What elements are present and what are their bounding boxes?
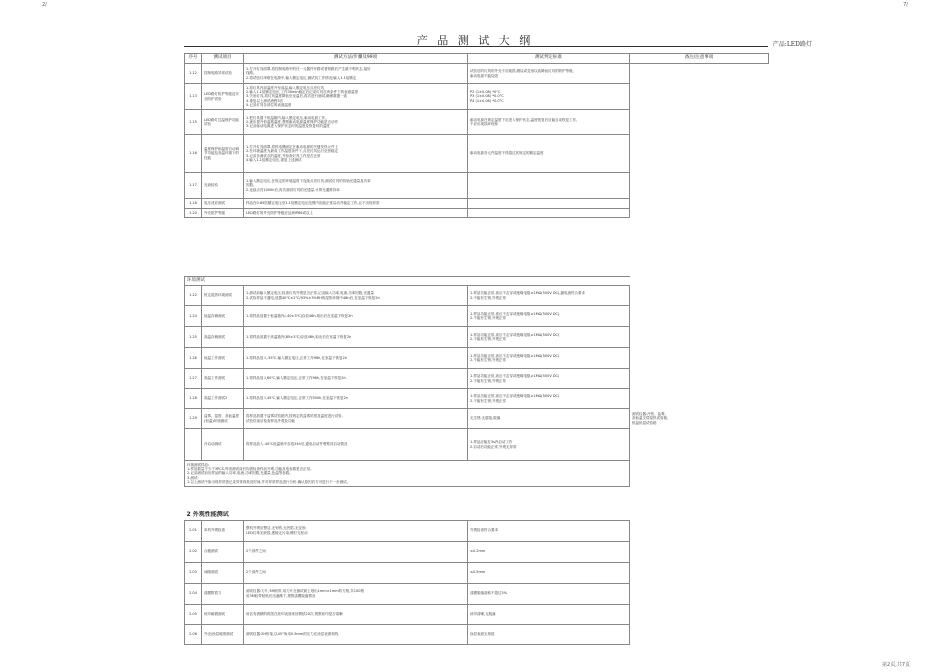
- table-row: [185, 199, 769, 209]
- test-item: 冷启动测试: [202, 429, 244, 461]
- test-item: 恒定湿热环境测试: [202, 286, 244, 306]
- test-remark: [630, 64, 769, 84]
- test-item: 控制电路异常试验: [202, 64, 244, 84]
- table-row: [185, 173, 769, 199]
- row-number: 1.12: [185, 64, 202, 84]
- test-remark: [630, 199, 769, 209]
- test-method: [244, 286, 468, 306]
- test-method-line: 5.记录灯具各部位的表面温度: [246, 102, 292, 107]
- test-standard: [468, 348, 630, 369]
- page-number-right: 7/: [903, 2, 908, 8]
- test-item: 单机外观检查: [202, 520, 244, 541]
- row-number: 2.03: [185, 562, 202, 583]
- table-row: [185, 604, 769, 624]
- row-number: 1.24: [185, 306, 202, 327]
- column-header: 测试项目: [202, 54, 244, 64]
- row-number: 2.04: [185, 583, 202, 604]
- test-standard: [468, 286, 630, 306]
- test-method-line: 1.输入额定电压,在规定的环境温度下连续点亮灯具,测试灯具的初始光通量及功率: [246, 179, 371, 184]
- test-method-line: 因数。: [246, 183, 257, 188]
- row-number: 2.02: [185, 541, 202, 562]
- test-standard: [468, 199, 630, 209]
- test-remark: [630, 409, 769, 429]
- environment-notes-line: 3.测试:: [187, 475, 199, 480]
- page-number-left: 2/: [42, 2, 47, 8]
- test-standard-line: 2.不能有生锈,外观正常: [470, 358, 506, 362]
- test-remark: [630, 583, 769, 604]
- test-method-line: 测试仪器:刀片,3M胶带,用刀片在测试面上划出1mm×1mm的方格,共100格: [246, 589, 364, 594]
- test-standard-line: P4 (1±0.08) *0.0°C: [470, 98, 504, 103]
- table-row: [185, 306, 769, 327]
- test-method: [244, 520, 468, 541]
- test-method-line: 2.试验样品不通电,放置40℃±2℃/93%±3%RH的湿热环境中48h后,在室温下恢复2h: [246, 295, 380, 300]
- test-standard-line: 1.样品功能正常,高压不击穿或绝缘电阻≥1MΩ(500V DC): [470, 374, 560, 379]
- test-method-line: 2.输入1.1倍额定电压,工作30min稳定后记录灯具在该条件下的表面温度: [246, 90, 359, 95]
- test-item: 低温工作测试: [202, 348, 244, 369]
- row-number: 1.22: [185, 286, 202, 306]
- page-footer: 第2页,共7页: [882, 662, 910, 668]
- test-item: 高温工作测试2: [202, 389, 244, 409]
- column-header: 测试判定标准: [468, 54, 630, 64]
- test-item: 低温存储测试: [202, 306, 244, 327]
- test-method: [244, 84, 468, 110]
- test-remark: [630, 369, 769, 389]
- table-row: [185, 286, 769, 306]
- test-method: [244, 604, 468, 624]
- table-row: [185, 348, 769, 369]
- test-method-line: 1.打开灯具面罩,将控制电路中的任一元器件开路或者短路后产生最不利状态,接好: [246, 67, 371, 72]
- test-method: [244, 562, 468, 583]
- test-method: [244, 199, 468, 209]
- row-number: [185, 429, 202, 461]
- test-method-line: 2.连续点亮1000h后,再次测试灯具的光通量,计算光通维持率: [246, 187, 340, 192]
- environment-notes-row: [185, 461, 769, 487]
- row-number: 1.27: [185, 369, 202, 389]
- test-standard: [468, 135, 630, 173]
- test-standard-line: 1.样品功能正常,高压不击穿或绝缘电阻≥1MΩ(500V DC): [470, 311, 560, 316]
- test-item: 高温存储测试: [202, 327, 244, 348]
- notes-spacer: [630, 461, 769, 487]
- test-method-line: 1.将样品放置于高温箱内(85±3℃)存放48h,取出后在室温下恢复2h: [246, 334, 352, 339]
- test-standard: [468, 624, 630, 644]
- row-number: 1.26: [185, 348, 202, 369]
- table-row: [185, 209, 769, 218]
- test-standard-line: 1.样品功能正常,高压不击穿或绝缘电阻≥1MΩ(500V DC): [470, 394, 560, 399]
- test-method-line: 1.将样品放置于低温箱内(-40±3℃)存放48h,取出后在室温下恢复2h: [246, 313, 353, 318]
- table-row: [185, 583, 769, 604]
- test-item: 间隙测试: [202, 562, 244, 583]
- row-number: 1.18: [185, 199, 202, 209]
- test-standard: [468, 583, 630, 604]
- table-row: [185, 541, 769, 562]
- test-remark: [630, 209, 769, 218]
- test-method-line: 将样品放入-40℃低温箱中存放24h后,通电启动并观察其启动情况: [246, 442, 348, 447]
- test-method-line: 1.将样品放入45℃,输入额定电压,正常工作500h,在室温下恢复2h: [246, 396, 348, 401]
- row-number: 1.20: [185, 209, 202, 218]
- test-remark-line: 高低温交替湿热试验箱,: [632, 416, 669, 421]
- table-header-row: [185, 54, 769, 64]
- test-remark-line: 测试仪器:冷热、盐雾、: [632, 412, 669, 417]
- table-row: [185, 135, 769, 173]
- row-number: 1.13: [185, 84, 202, 110]
- test-standard: [468, 409, 630, 429]
- column-header: 序号: [185, 54, 202, 64]
- row-number: 1.25: [185, 327, 202, 348]
- test-remark: [630, 135, 769, 173]
- test-remark: [630, 429, 769, 461]
- environment-notes-line: 1.样品数量不少于3PCS,每项测试前后均需检查样品外观,功能及电参数是否正常。: [187, 467, 314, 472]
- section-label-appearance: 2 外观性能测试: [186, 511, 229, 519]
- test-item: 丝印耐磨测试: [202, 604, 244, 624]
- test-remark: [630, 306, 769, 327]
- test-standard: [468, 604, 630, 624]
- test-remark: [630, 84, 769, 110]
- test-remark: [630, 327, 769, 348]
- row-number: 2.01: [185, 520, 202, 541]
- test-standard-line: ≤0.2mm: [470, 549, 486, 554]
- test-method-line: LED灯珠无缺损,透镜无污染,螺钉无松动: [246, 530, 308, 535]
- test-method-line: 2.逐步提升恒温箱温度,观察驱动电源温度保护功能是否动作: [246, 119, 338, 124]
- test-standard: [468, 389, 630, 409]
- test-standard-line: 1.样品功能正常,高压不击穿或绝缘电阻≥1MΩ(500V DC),漏电流符合要求: [470, 291, 585, 296]
- test-method-line: 试验结束后检查样品外观及功能: [246, 418, 295, 423]
- test-method-line: 用3M胶带粘贴后迅速撕下,观察漆膜脱落情况: [246, 593, 316, 598]
- test-standard-line: P3 (1±0.08) *0.0°C: [470, 94, 504, 99]
- test-standard-line: 漆膜脱落面积不超过5%: [470, 591, 508, 596]
- table-row: [185, 110, 769, 135]
- test-method-line: 测试仪器:2H铅笔,以45°角用0.5mm的压力在涂层表面划线: [246, 631, 339, 636]
- test-remark: [630, 520, 769, 541]
- test-method: [244, 110, 468, 135]
- table-row: [185, 84, 769, 110]
- test-standard: [468, 520, 630, 541]
- test-remark: [630, 348, 769, 369]
- test-standard: [468, 84, 630, 110]
- test-standard: [468, 306, 630, 327]
- test-standard-line: 无生锈,无腐蚀,脱落: [470, 416, 501, 421]
- test-method: [244, 429, 468, 461]
- environment-notes-line: 2.记录测试前后样品的输入功率,电流,功率因数,光通量,色温等参数。: [187, 471, 293, 476]
- table-row: [185, 429, 769, 461]
- test-method: [244, 135, 468, 173]
- section-spacer: [630, 277, 769, 286]
- test-standard: [468, 429, 630, 461]
- test-method-line: LED路灯的外壳防护等级应达到IP66或以上: [246, 210, 313, 215]
- test-method-line: 将样品放置于盐雾试验箱内,按规定的盐雾浓度及温度进行试验,: [246, 414, 343, 419]
- test-standard-line: 2.不能有生锈,外观正常: [470, 378, 506, 383]
- title-rule: [184, 46, 768, 47]
- test-standard-line: 试验后的灯具的外壳不应破损,燃烧或变形以致降低灯具的防护等级,: [470, 69, 574, 74]
- test-standard-line: 外观检查符合要求: [470, 528, 498, 533]
- test-item: 盐雾、湿度、高低温度(恒温)环境测试: [202, 409, 244, 429]
- test-item: 电压适应测试: [202, 199, 244, 209]
- test-remark: [630, 604, 769, 624]
- row-number: 1.15: [185, 110, 202, 135]
- table-row: [185, 369, 769, 389]
- test-remark: [630, 389, 769, 409]
- test-item: LED路灯防护等级及安全防护试验: [202, 84, 244, 110]
- test-standard-line: P2 (1±0.08) *0°C: [470, 90, 501, 95]
- test-standard: [468, 369, 630, 389]
- test-method-line: 整机外观应整洁,无划伤,无凹陷,无变形;: [246, 526, 307, 531]
- test-method-line: 1.将样品放入60℃,输入额定电压,正常工作96h,在室温下恢复2h: [246, 376, 346, 381]
- test-method-line: 2.将试验灯串联在电源中,输入额定电压,测试其工作情况;输入1.1倍额定: [246, 75, 357, 80]
- test-method-line: 线路。: [246, 71, 257, 76]
- test-standard-line: 驱动电源各元件温度不得超过其规定的额定温度: [470, 151, 544, 156]
- test-method-line: 1.打开灯具面罩,将热电偶固定在驱动电源的关键发热元件上: [246, 144, 338, 149]
- test-method-line: 1.将样品放入-35℃,输入额定电压,正常工作96h,在室温下恢复2h: [246, 355, 347, 360]
- environment-notes-line: 1.以上测试中如出现异常需记录异常现象及时间,并对异常样品进行分析,确认原因后方可进行下一步测试。: [187, 479, 351, 484]
- row-number: 2.05: [185, 604, 202, 624]
- test-method: [244, 409, 468, 429]
- test-item: 高温工作测试: [202, 369, 244, 389]
- test-item: 外壳/涂层硬度测试: [202, 624, 244, 644]
- environment-test-table: [184, 276, 769, 487]
- table-row: [185, 624, 769, 644]
- test-method: [244, 624, 468, 644]
- section-row: [185, 511, 769, 520]
- test-item: 合缝测试: [202, 541, 244, 562]
- test-method-line: 用沾有酒精的棉签在丝印表面来回擦拭20次,观察丝印是否清晰: [246, 611, 343, 616]
- test-method-line: 1.测试前输入额定电压,检查灯具外观是否正常,记录输入功率,电流,功率因数,光通量: [246, 291, 374, 296]
- test-method-line: 2个部件之间: [246, 570, 266, 575]
- environment-notes-line: 环境测试样品:: [187, 462, 210, 467]
- test-standard: [468, 209, 630, 218]
- appearance-test-table: [184, 511, 769, 645]
- test-standard-line: 2.不能有生锈,外观正常: [470, 337, 506, 341]
- product-label: 产品:LED路灯: [772, 41, 812, 48]
- test-standard: [468, 110, 630, 135]
- test-standard-line: 1.样品功能正常,高压不击穿或绝缘电阻≥1MΩ(500V DC): [470, 353, 560, 358]
- table-row: [185, 327, 769, 348]
- test-method: [244, 348, 468, 369]
- test-standard: [468, 173, 630, 199]
- environment-notes: [185, 461, 630, 487]
- row-number: 1.16: [185, 135, 202, 173]
- test-item: 光衰检验: [202, 173, 244, 199]
- test-standard-line: 2.不能有生锈,外观正常: [470, 316, 506, 320]
- test-method-line: 样品在0.85倍额定电压至1.1倍额定电压范围内应能正常启动并稳定工作,且不出现异常: [246, 201, 380, 206]
- test-item: 漆膜附着力: [202, 583, 244, 604]
- test-standard: [468, 64, 630, 84]
- row-number: 2.06: [185, 624, 202, 644]
- row-number: 1.17: [185, 173, 202, 199]
- test-standard-line: 涂层表面无划痕: [470, 631, 495, 636]
- test-item: LED路灯过温保护功能试验: [202, 110, 244, 135]
- test-method-line: 1.把灯具置于恒温箱内,输入额定电压,驱动电源工作。: [246, 115, 329, 120]
- test-remark: [630, 562, 769, 583]
- test-standard-line: 2.不能有生锈,外观正常: [470, 398, 506, 403]
- test-remark: [630, 541, 769, 562]
- table-row: [185, 64, 769, 84]
- test-method: [244, 209, 468, 218]
- table-row: [185, 409, 769, 429]
- column-header: 测试方法/步骤及99项: [244, 54, 468, 64]
- test-standard-line: 1.样品功能正常,高压不击穿或绝缘电阻≥1MΩ(500V DC): [470, 332, 560, 337]
- test-standard-line: 驱动电源在规定温度下应进入保护状态,温度恢复后应能自动恢复工作,: [470, 117, 578, 122]
- test-method-line: 4.重复以上测试流程3次: [246, 98, 284, 103]
- test-method: [244, 306, 468, 327]
- table-row: [185, 389, 769, 409]
- section-label-environment: 环境测试: [185, 277, 630, 286]
- test-method: [244, 327, 468, 348]
- row-number: 1.28: [185, 389, 202, 409]
- test-standard-line: 1.样品应能在3s内启动工作: [470, 440, 513, 445]
- document-title: 产 品 测 试 大 纲: [416, 34, 534, 47]
- column-header: 备注/注意事项: [630, 54, 769, 64]
- test-method: [244, 389, 468, 409]
- test-method: [244, 369, 468, 389]
- test-method: [244, 64, 468, 84]
- table-row: [185, 562, 769, 583]
- test-method-line: 3.关闭灯具,将灯具温度降低至室温后,再次进行测试,确保数据一致: [246, 94, 348, 99]
- test-item: 外壳防护等级: [202, 209, 244, 218]
- test-method-line: 3.记录各测试点的温度,并检查灯具工作是否正常: [246, 153, 321, 158]
- test-standard-line: 不应出现损坏现象: [470, 122, 498, 126]
- table-row: [185, 520, 769, 541]
- test-method: [244, 173, 468, 199]
- section-row: [185, 277, 769, 286]
- test-remark-line: 恒温恒湿试验箱: [632, 420, 657, 425]
- test-method-line: 2.在环境温度为最高工作温度条件下,点亮灯具运行至热稳定: [246, 149, 338, 154]
- test-standard-line: 2.启动后功能正常,外观无异常: [470, 444, 517, 449]
- test-standard: [468, 541, 630, 562]
- test-standard-line: 2.不能有生锈,外观正常: [470, 295, 506, 300]
- test-remark: [630, 286, 769, 306]
- test-remark: [630, 624, 769, 644]
- test-standard: [468, 562, 630, 583]
- test-method: [244, 583, 468, 604]
- test-standard-line: 丝印清晰,无脱落: [470, 611, 496, 616]
- test-method-line: 4.输入1.1倍额定电压,重复上述测试: [246, 157, 302, 162]
- test-method: [244, 541, 468, 562]
- row-number: 1.29: [185, 409, 202, 429]
- test-method-line: 3.记录驱动电源进入保护状态时的温度及恢复时的温度: [246, 124, 330, 129]
- test-method-line: 2个部件之间: [246, 549, 266, 554]
- section-spacer: [630, 511, 769, 520]
- test-standard-line: ≤0.5mm: [470, 570, 486, 575]
- test-standard: [468, 327, 630, 348]
- test-outline-table: [184, 53, 769, 218]
- test-remark: [630, 110, 769, 135]
- test-standard-line: 驱动电源不能烧毁: [470, 73, 498, 78]
- test-item: 温度保护和温度自动调节功能及高温环境下的性能: [202, 135, 244, 173]
- test-remark: [630, 173, 769, 199]
- test-method-line: 1.将灯具内部温度升至高温,输入额定电压点亮灯具: [246, 85, 324, 90]
